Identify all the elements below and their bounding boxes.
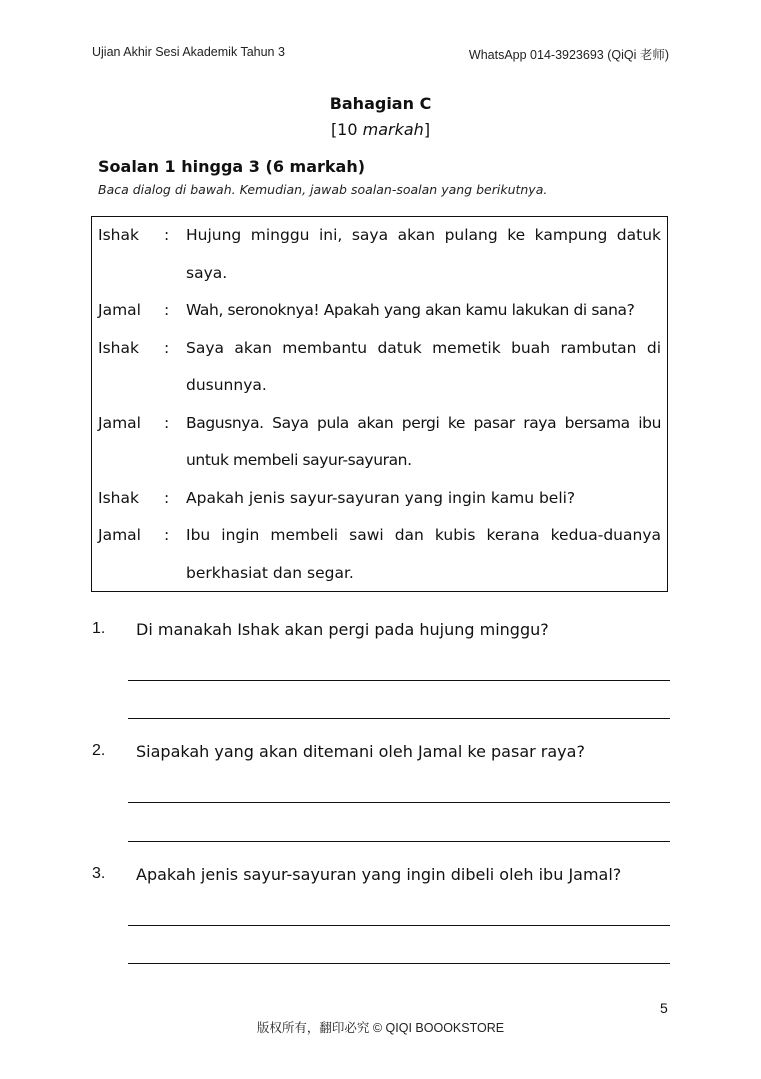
marks-open: [10	[330, 120, 363, 139]
question-1	[92, 620, 549, 639]
dialog-colon: :	[164, 338, 170, 357]
marks-close: ]	[423, 120, 431, 139]
answer-line[interactable]	[128, 680, 670, 681]
dialog-text: Saya akan membantu datuk memetik buah rambutan di dusunnya.	[186, 338, 661, 394]
question-text: Siapakah yang akan ditemani oleh Jamal ke pasar raya?	[136, 742, 585, 761]
question-instruction: Baca dialog di bawah. Kemudian, jawab soalan-soalan yang berikutnya.	[98, 182, 548, 197]
dialog-speaker: Ishak	[98, 338, 139, 357]
dialog-line	[92, 405, 667, 480]
question-text: Di manakah Ishak akan pergi pada hujung minggu?	[136, 620, 549, 639]
answer-line[interactable]	[128, 841, 670, 842]
question-2	[92, 742, 585, 761]
dialog-line	[92, 292, 667, 330]
header-exam-title: Ujian Akhir Sesi Akademik Tahun 3	[92, 45, 285, 59]
question-group-heading: Soalan 1 hingga 3 (6 markah)	[98, 157, 366, 176]
question-number: 1.	[92, 620, 106, 637]
page-header	[92, 45, 669, 63]
section-marks	[0, 120, 761, 139]
answer-line[interactable]	[128, 718, 670, 719]
question-3	[92, 865, 621, 884]
dialog-speaker: Ishak	[98, 226, 139, 244]
dialog-speaker: Jamal	[98, 301, 141, 319]
question-number: 3.	[92, 865, 106, 882]
page-number: 5	[660, 1000, 668, 1016]
dialog-speaker: Jamal	[98, 413, 141, 432]
dialog-text: Wah, seronoknya! Apakah yang akan kamu lakukan di sana?	[186, 301, 635, 319]
copyright-footer: 版权所有，翻印必究 © QIQI BOOOKSTORE	[256, 1021, 505, 1035]
dialog-colon: :	[164, 226, 170, 244]
dialog-line	[92, 217, 667, 292]
answer-line[interactable]	[128, 802, 670, 803]
dialog-colon: :	[164, 413, 170, 432]
question-number: 2.	[92, 742, 106, 759]
dialog-text: Apakah jenis sayur-sayuran yang ingin kamu beli?	[186, 488, 576, 507]
dialog-speaker: Jamal	[98, 526, 141, 544]
answer-line[interactable]	[128, 963, 670, 964]
dialog-colon: :	[164, 488, 170, 507]
dialog-text: Bagusnya. Saya pula akan pergi ke pasar raya bersama ibu untuk membeli sayur-sayuran.	[186, 413, 661, 469]
dialog-line	[92, 517, 667, 592]
dialog-box	[91, 216, 668, 592]
answer-line[interactable]	[128, 925, 670, 926]
dialog-text: Hujung minggu ini, saya akan pulang ke kampung datuk saya.	[186, 226, 661, 282]
marks-word: markah	[362, 120, 424, 139]
dialog-colon: :	[164, 526, 170, 544]
section-title: Bahagian C	[329, 94, 432, 113]
header-contact: WhatsApp 014-3923693 (QiQi 老师)	[468, 48, 669, 62]
dialog-colon: :	[164, 301, 170, 319]
question-text: Apakah jenis sayur-sayuran yang ingin dibeli oleh ibu Jamal?	[136, 865, 622, 884]
dialog-line	[92, 480, 667, 518]
dialog-line	[92, 330, 667, 405]
dialog-speaker: Ishak	[98, 488, 139, 507]
dialog-text: Ibu ingin membeli sawi dan kubis kerana kedua-duanya berkhasiat dan segar.	[186, 526, 661, 582]
